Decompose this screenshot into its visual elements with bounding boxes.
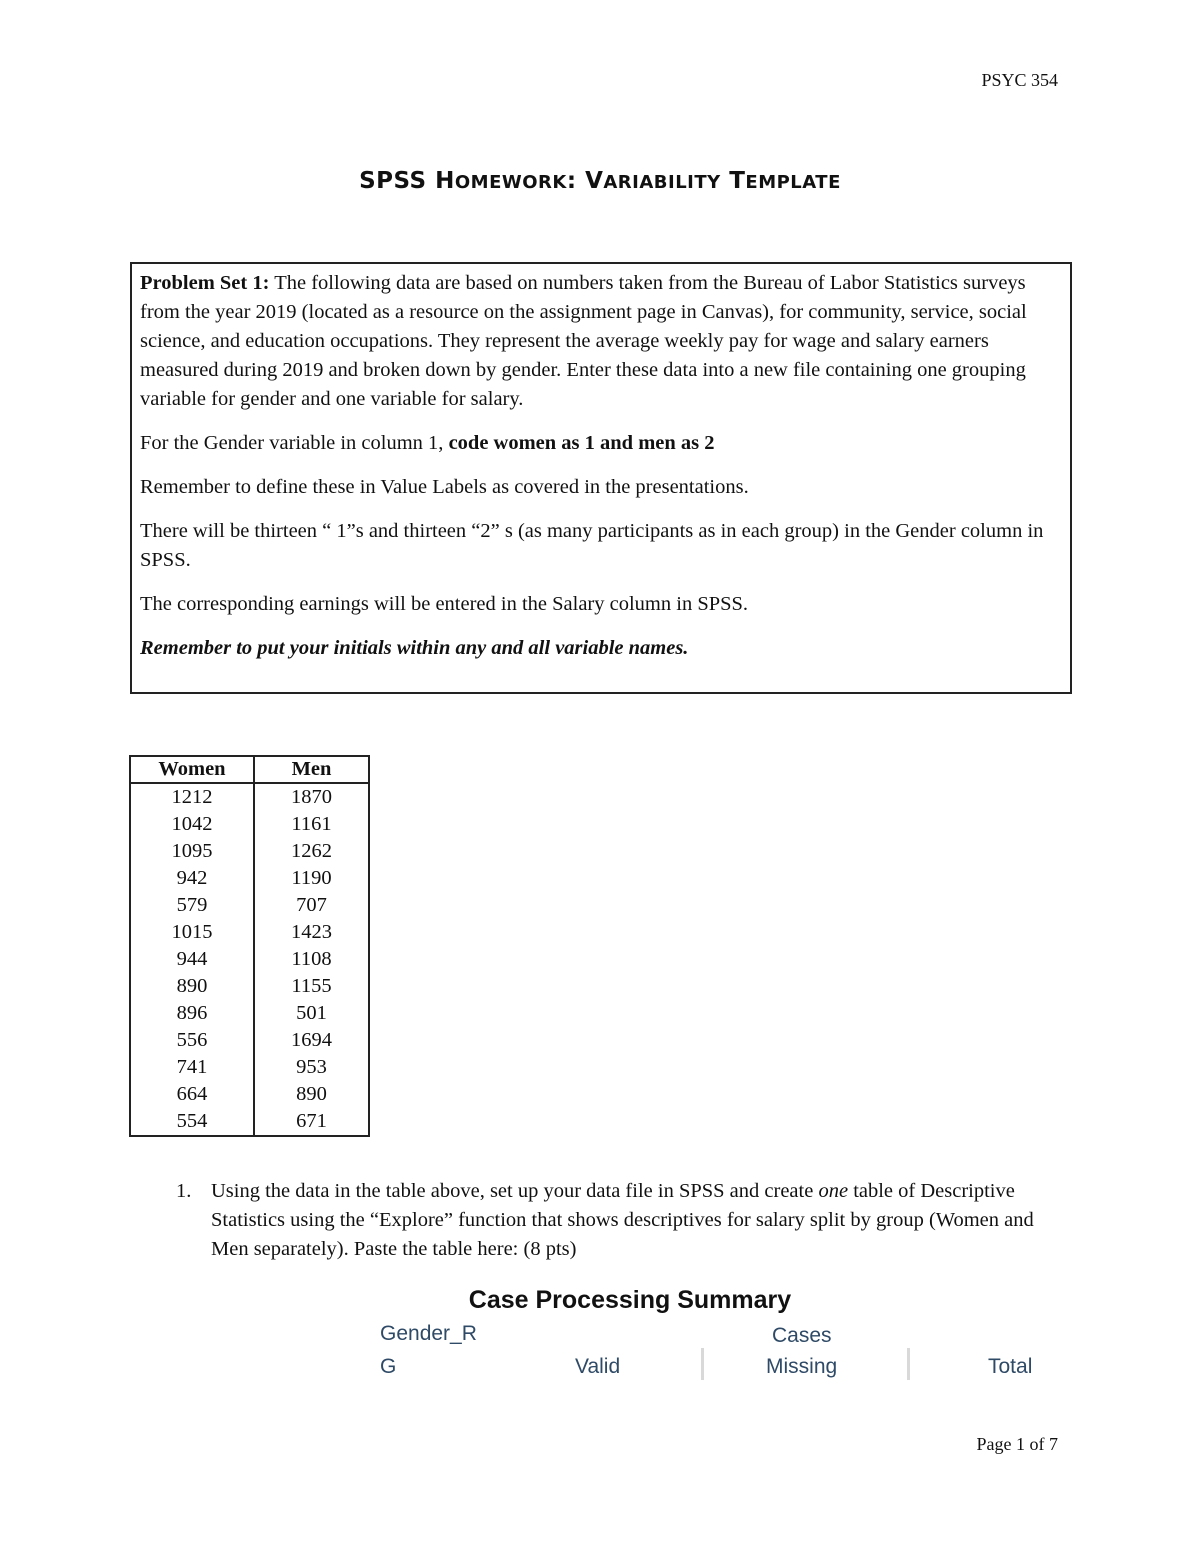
men-salary-cell: 953: [254, 1054, 369, 1081]
column-separator: [701, 1348, 704, 1380]
men-salary-cell: 1694: [254, 1027, 369, 1054]
column-header-women: Women: [130, 756, 254, 783]
men-salary-cell: 1870: [254, 783, 369, 811]
case-processing-summary-title: Case Processing Summary: [468, 1286, 792, 1314]
question-text: [211, 1177, 1066, 1264]
men-salary-cell: 1262: [254, 838, 369, 865]
row-variable-label-cont: G: [380, 1355, 397, 1378]
question-text-b: table of Descriptive Statistics using the “Explore” function that shows descriptives for salary split by group (Women and Men separately). Paste the table here: (8 pts): [211, 1180, 1034, 1260]
women-salary-cell: 579: [130, 892, 254, 919]
initials-reminder: [140, 634, 1062, 663]
total-label: Total: [988, 1355, 1033, 1378]
question-number: 1.: [176, 1180, 192, 1202]
table-row: [130, 946, 369, 973]
table-row: [130, 1027, 369, 1054]
gender-coding-text: For the Gender variable in column 1,: [140, 432, 449, 454]
women-salary-cell: 1042: [130, 811, 254, 838]
men-salary-cell: 707: [254, 892, 369, 919]
table-row: [130, 1108, 369, 1136]
valid-label: Valid: [575, 1355, 621, 1378]
women-salary-cell: 1095: [130, 838, 254, 865]
missing-label: Missing: [766, 1355, 838, 1378]
table-row: [130, 919, 369, 946]
men-salary-cell: 1423: [254, 919, 369, 946]
column-header-men: Men: [254, 756, 369, 783]
question-text-a: Using the data in the table above, set up your data file in SPSS and create: [211, 1180, 819, 1202]
women-salary-cell: 1015: [130, 919, 254, 946]
men-salary-cell: 890: [254, 1081, 369, 1108]
question-1: [176, 1177, 1066, 1264]
men-salary-cell: 1155: [254, 973, 369, 1000]
women-salary-cell: 890: [130, 973, 254, 1000]
salary-column-instruction: The corresponding earnings will be entered in the Salary column in SPSS.: [140, 593, 749, 615]
women-salary-cell: 556: [130, 1027, 254, 1054]
problem-intro-text: The following data are based on numbers taken from the Bureau of Labor Statistics surveys from the year 2019 (located as a resource on the assignment page in Canvas), for community, service, social science, and education occupations. They represent the average weekly pay for wage and salary earners measured during 2019 and broken down by gender. Enter these data into a new file containing one grouping variable for gender and one variable for salary.: [140, 272, 1027, 410]
value-labels-instruction: Remember to define these in Value Labels as covered in the presentations.: [140, 476, 749, 498]
men-salary-cell: 1161: [254, 811, 369, 838]
salary-data-table: [129, 755, 370, 1137]
table-row: [130, 1000, 369, 1027]
page-number: Page 1 of 7: [976, 1434, 1058, 1454]
thirteen-instruction: There will be thirteen “ 1”s and thirteen “2” s (as many participants as in each group) in the Gender column in SPSS.: [140, 520, 1044, 571]
women-salary-cell: 664: [130, 1081, 254, 1108]
table-row: [130, 1081, 369, 1108]
column-separator: [907, 1348, 910, 1380]
table-row: [130, 838, 369, 865]
women-salary-cell: 741: [130, 1054, 254, 1081]
table-row: [130, 783, 369, 811]
table-row: [130, 973, 369, 1000]
men-salary-cell: 671: [254, 1108, 369, 1136]
table-row: [130, 892, 369, 919]
question-text-em: one: [818, 1180, 849, 1202]
table-row: [130, 811, 369, 838]
problem-set-box: [130, 262, 1072, 694]
men-salary-cell: 1108: [254, 946, 369, 973]
course-header: PSYC 354: [981, 70, 1058, 90]
cases-label: Cases: [772, 1324, 832, 1347]
women-salary-cell: 944: [130, 946, 254, 973]
men-salary-cell: 501: [254, 1000, 369, 1027]
gender-coding-instruction: [140, 429, 1062, 458]
problem-set-label: Problem Set 1:: [140, 272, 270, 294]
initials-reminder-text: Remember to put your initials within any and all variable names.: [140, 637, 689, 659]
women-salary-cell: 896: [130, 1000, 254, 1027]
women-salary-cell: 942: [130, 865, 254, 892]
document-title: SPSS HOMEWORK: VARIABILITY TEMPLATE: [359, 168, 841, 194]
gender-coding-bold: code women as 1 and men as 2: [448, 432, 715, 454]
women-salary-cell: 1212: [130, 783, 254, 811]
men-salary-cell: 1190: [254, 865, 369, 892]
row-variable-label: Gender_R: [380, 1322, 477, 1345]
women-salary-cell: 554: [130, 1108, 254, 1136]
table-row: [130, 865, 369, 892]
problem-intro: [140, 269, 1062, 414]
table-row: [130, 1054, 369, 1081]
